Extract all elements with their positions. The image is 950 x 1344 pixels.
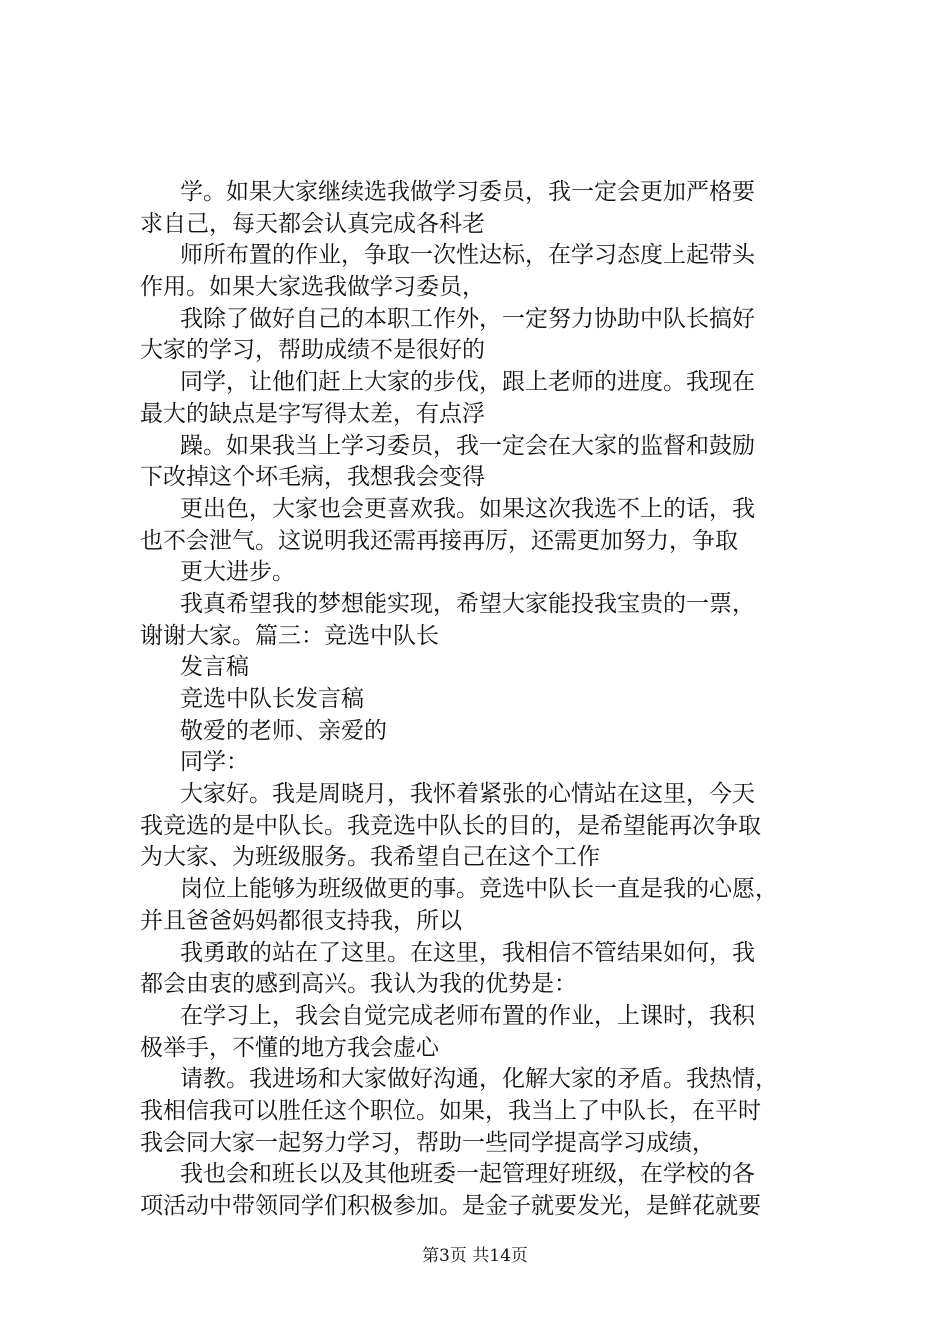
text-line: 谢谢大家。篇三：竞选中队长 [140,622,439,649]
text-line: 极举手，不懂的地方我会虚心 [140,1034,439,1061]
text-line: 岗位上能够为班级做更的事。竞选中队长一直是我的心愿， [180,876,778,903]
text-line: 并且爸爸妈妈都很支持我，所以 [140,907,462,934]
text-line: 我勇敢的站在了这里。在这里，我相信不管结果如何，我 [180,939,755,966]
text-line: 我真希望我的梦想能实现，希望大家能投我宝贵的一票， [180,590,755,617]
text-line: 我除了做好自己的本职工作外，一定努力协助中队长搞好 [180,305,755,332]
text-line: 大家的学习，帮助成绩不是很好的 [140,337,485,364]
text-line: 更出色，大家也会更喜欢我。如果这次我选不上的话，我 [180,495,755,522]
text-line: 请教。我进场和大家做好沟通，化解大家的矛盾。我热情， [180,1066,778,1093]
text-line: 项活动中带领同学们积极参加。是金子就要发光，是鲜花就要 [140,1193,761,1219]
text-line: 同学，让他们赶上大家的步伐，跟上老师的进度。我现在 [180,369,755,396]
body-text [140,177,840,1223]
page-footer: 第3页 共14页 [422,1246,528,1266]
text-line: 我相信我可以胜任这个职位。如果，我当上了中队长，在平时 [140,1097,761,1124]
text-line: 都会由衷的感到高兴。我认为我的优势是： [140,971,577,998]
text-line: 学。如果大家继续选我做学习委员，我一定会更加严格要 [180,179,755,205]
text-line: 更大进步。 [180,559,295,586]
text-line: 下改掉这个坏毛病，我想我会变得 [140,464,485,491]
text-line: 同学： [180,749,249,776]
text-line: 我竞选的是中队长。我竞选中队长的目的，是希望能再次争取 [140,812,761,839]
text-line: 发言稿 [180,654,249,681]
text-line: 最大的缺点是字写得太差，有点浮 [140,400,485,427]
text-line: 大家好。我是周晓月，我怀着紧张的心情站在这里，今天 [180,781,755,808]
text-line: 躁。如果我当上学习委员，我一定会在大家的监督和鼓励 [180,432,755,459]
text-line: 我会同大家一起努力学习，帮助一些同学提高学习成绩， [140,1129,715,1156]
text-line: 师所布置的作业，争取一次性达标，在学习态度上起带头 [180,242,755,269]
text-line: 敬爱的老师、亲爱的 [180,717,387,744]
text-line: 作用。如果大家选我做学习委员， [140,274,485,301]
text-line: 竞选中队长发言稿 [180,686,364,712]
text-line: 我也会和班长以及其他班委一起管理好班级，在学校的各 [180,1161,755,1188]
text-line: 也不会泄气。这说明我还需再接再厉，还需更加努力，争取 [140,527,738,554]
text-line: 求自己，每天都会认真完成各科老 [140,210,485,237]
text-line: 在学习上，我会自觉完成老师布置的作业，上课时，我积 [180,1002,755,1029]
text-line: 为大家、为班级服务。我希望自己在这个工作 [140,844,600,871]
